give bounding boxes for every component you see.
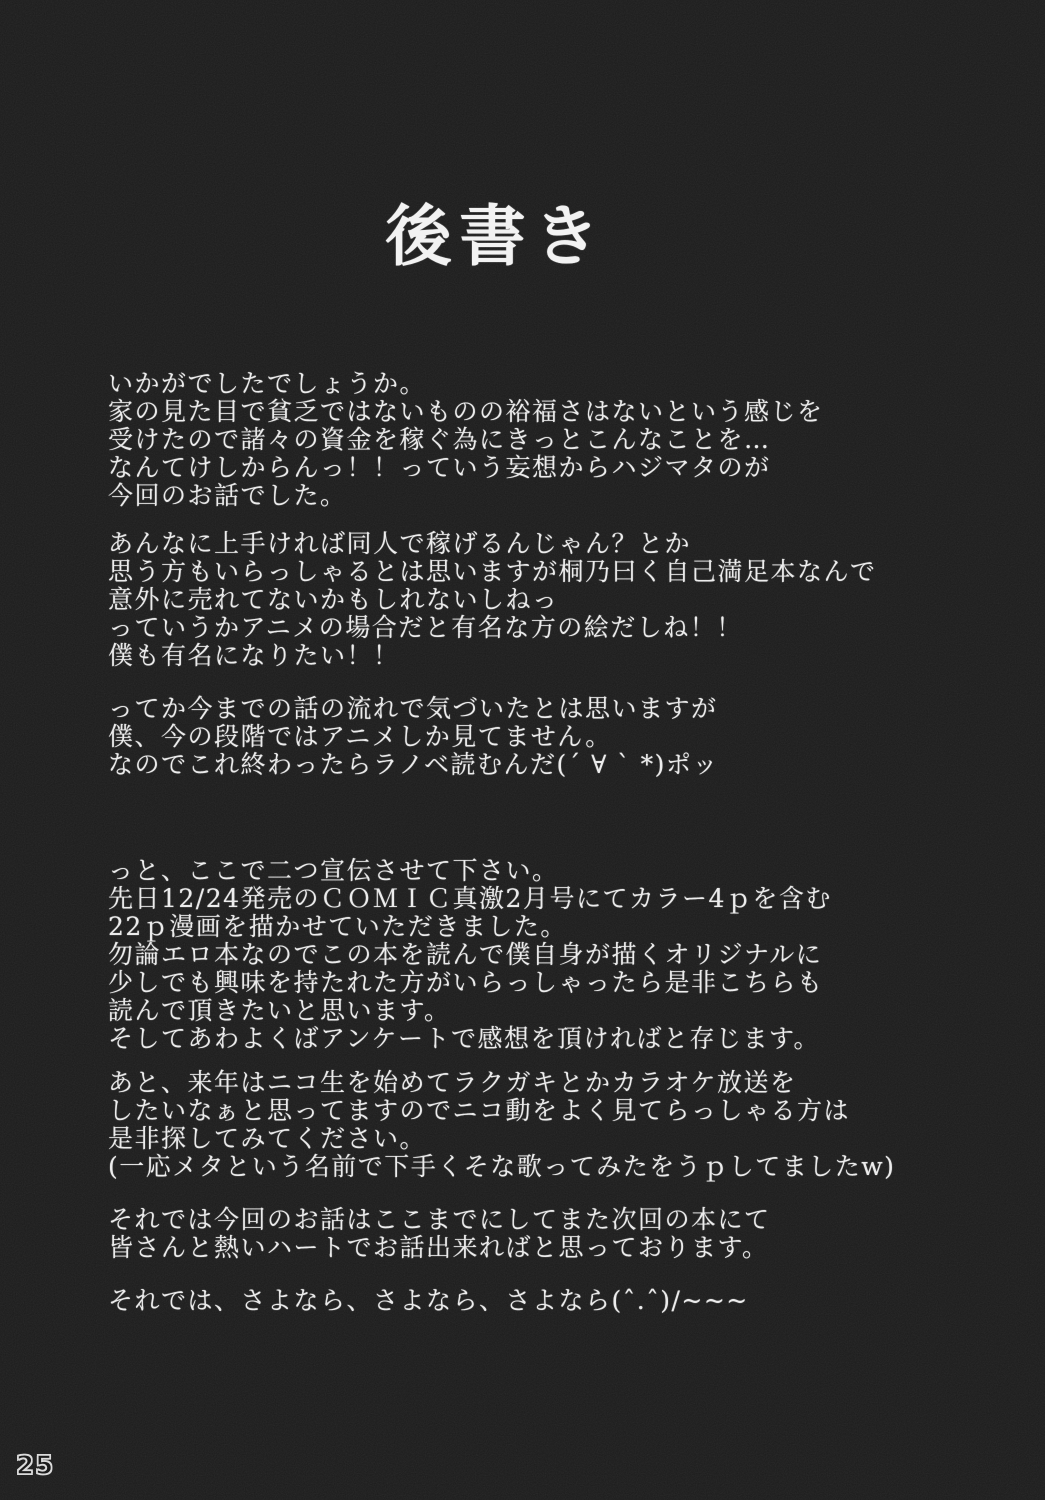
paragraph-anime-only bbox=[108, 695, 968, 779]
text-line: したいなぁと思ってますのでニコ動をよく見てらっしゃる方は bbox=[108, 1096, 851, 1125]
text-line: 僕も有名になりたい！！ bbox=[108, 641, 400, 670]
paragraph-farewell bbox=[108, 1287, 968, 1315]
text-line: 先日12/24発売のＣＯＭＩＣ真激2月号にてカラー4ｐを含む bbox=[108, 884, 832, 913]
paragraph-promotion-nico bbox=[108, 1069, 968, 1181]
text-line: それでは今回のお話はここまでにしてまた次回の本にて bbox=[108, 1205, 771, 1234]
paragraph-doujin-talk bbox=[108, 530, 968, 670]
text-line: なのでこれ終わったらラノベ読むんだ(´ ∀ ` *)ポッ bbox=[108, 750, 719, 779]
text-line: それでは、さよなら、さよなら、さよなら(ˆ.ˆ)/~~~ bbox=[108, 1286, 749, 1315]
text-line: っていうかアニメの場合だと有名な方の絵だしね！！ bbox=[108, 613, 743, 642]
text-line: 是非探してみてください。 bbox=[108, 1124, 427, 1153]
paragraph-intro bbox=[108, 370, 968, 510]
page-title: 後書き bbox=[385, 198, 608, 275]
text-line: (一応メタという名前で下手くそな歌ってみたをうｐしてましたw) bbox=[108, 1152, 896, 1181]
text-line: あんなに上手ければ同人で稼げるんじゃん？とか bbox=[108, 529, 692, 558]
text-line: 僕、今の段階ではアニメしか見てません。 bbox=[108, 722, 612, 751]
text-line: 意外に売れてないかもしれないしねっ bbox=[108, 585, 559, 614]
text-line: あと、来年はニコ生を始めてラクガキとかカラオケ放送を bbox=[108, 1068, 797, 1097]
text-line: ってか今までの話の流れで気づいたとは思いますが bbox=[108, 694, 718, 723]
text-line: 家の見た目で貧乏ではないものの裕福さはないという感じを bbox=[108, 397, 824, 426]
text-line: 皆さんと熱いハートでお話出来ればと思っております。 bbox=[108, 1233, 769, 1262]
text-line: 今回のお話でした。 bbox=[108, 481, 347, 510]
text-line: いかがでしたでしょうか。 bbox=[108, 369, 427, 398]
text-line: なんてけしからんっ！！っていう妄想からハジマタのが bbox=[108, 453, 771, 482]
paragraph-promotion-comic bbox=[108, 857, 968, 1053]
text-line: 勿論エロ本なのでこの本を読んで僕自身が描くオリジナルに bbox=[108, 940, 823, 969]
text-line: 思う方もいらっしゃるとは思いますが桐乃曰く自己満足本なんで bbox=[108, 557, 877, 586]
text-line: そしてあわよくばアンケートで感想を頂ければと存じます。 bbox=[108, 1024, 821, 1053]
paragraph-closing bbox=[108, 1206, 968, 1262]
text-line: 読んで頂きたいと思います。 bbox=[108, 996, 451, 1025]
text-line: 少しでも興味を持たれた方がいらっしゃったら是非こちらも bbox=[108, 968, 824, 997]
text-line: 受けたので諸々の資金を稼ぐ為にきっとこんなことを… bbox=[108, 425, 771, 454]
text-line: っと、ここで二つ宣伝させて下さい。 bbox=[108, 856, 559, 885]
text-line: 22ｐ漫画を描かせていただきました。 bbox=[108, 912, 567, 941]
page-number: 25 bbox=[16, 1451, 55, 1481]
